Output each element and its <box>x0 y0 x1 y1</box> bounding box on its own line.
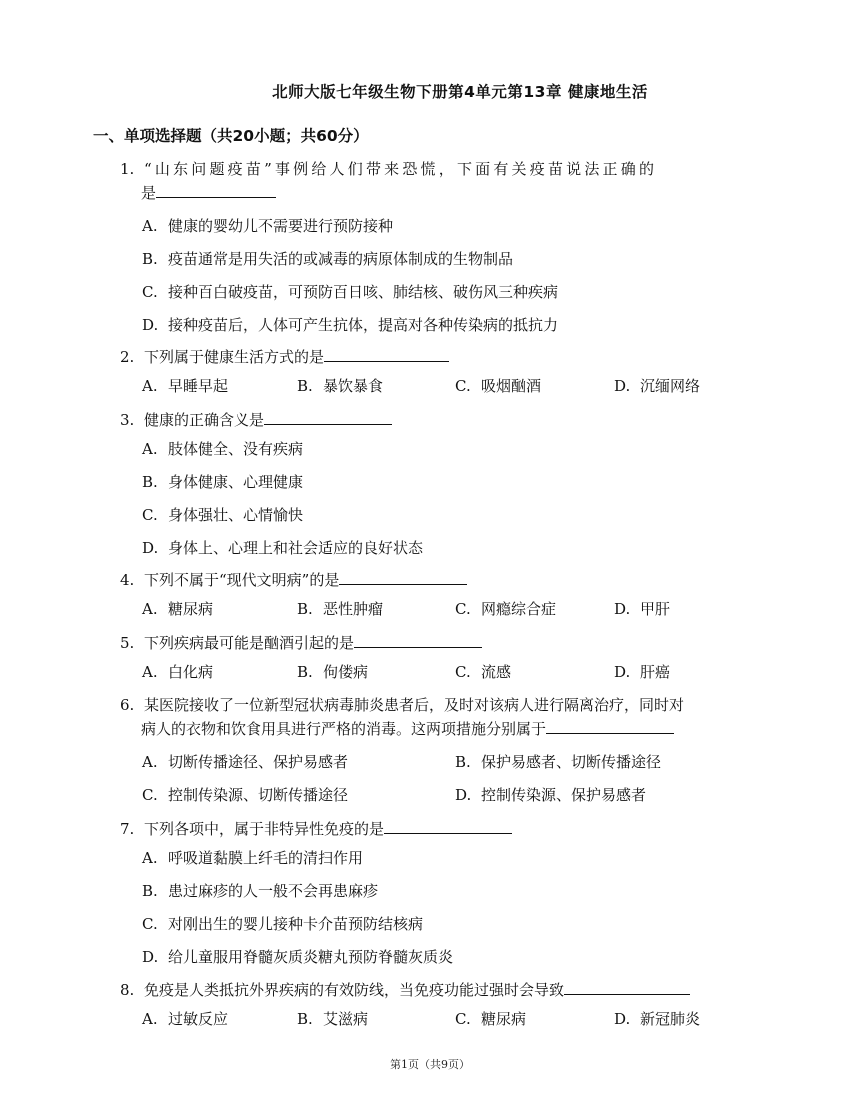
option-a[interactable]: A. 肢体健全、没有疾病 <box>142 440 304 458</box>
question-stem: 免疫是人类抵抗外界疾病的有效防线，当免疫功能过强时会导致 <box>144 981 565 999</box>
question-1 <box>120 157 765 205</box>
option-c[interactable]: C. 接种百白破疫苗，可预防百日咳、肺结核、破伤风三种疾病 <box>142 283 559 301</box>
option-a[interactable]: A. 白化病 <box>142 663 214 681</box>
answer-blank[interactable] <box>324 345 449 362</box>
option-b[interactable]: B. 艾滋病 <box>297 1010 369 1028</box>
option-a[interactable]: A. 呼吸道黏膜上纤毛的清扫作用 <box>142 849 364 867</box>
question-stem-cont: 病人的衣物和饮食用具进行严格的消毒。这两项措施分别属于 <box>141 720 547 738</box>
option-b[interactable]: B. 保护易感者、切断传播途径 <box>455 753 662 771</box>
answer-blank[interactable] <box>546 717 674 734</box>
option-d[interactable]: D. 新冠肺炎 <box>614 1010 701 1028</box>
option-b[interactable]: B. 恶性肿瘤 <box>297 600 384 618</box>
option-c[interactable]: C. 身体强壮、心情愉快 <box>142 506 304 524</box>
option-a[interactable]: A. 健康的婴幼儿不需要进行预防接种 <box>142 217 394 235</box>
question-3 <box>120 408 765 432</box>
question-number: 3. <box>120 411 135 429</box>
option-d[interactable]: D. 给儿童服用脊髓灰质炎糖丸预防脊髓灰质炎 <box>142 948 454 966</box>
answer-blank[interactable] <box>354 631 482 648</box>
option-a[interactable]: A. 过敏反应 <box>142 1010 229 1028</box>
page-title: 北师大版七年级生物下册第4单元第13章 健康地生活 <box>272 83 648 101</box>
question-number: 1. <box>120 160 135 178</box>
page-footer: 第1页（共9页） <box>390 1058 470 1071</box>
question-stem: 下列各项中，属于非特异性免疫的是 <box>144 820 385 838</box>
option-c[interactable]: C. 对刚出生的婴儿接种卡介苗预防结核病 <box>142 915 424 933</box>
answer-blank[interactable] <box>384 817 512 834</box>
option-b[interactable]: B. 佝偻病 <box>297 663 369 681</box>
question-stem: 下列属于健康生活方式的是 <box>144 348 325 366</box>
question-stem: 健康的正确含义是 <box>144 411 265 429</box>
question-stem: 下列疾病最可能是酗酒引起的是 <box>144 634 355 652</box>
option-d[interactable]: D. 沉缅网络 <box>614 377 701 395</box>
question-number: 6. <box>120 696 135 714</box>
option-d[interactable]: D. 接种疫苗后，人体可产生抗体，提高对各种传染病的抵抗力 <box>142 316 559 334</box>
section-heading: 一、单项选择题（共20小题；共60分） <box>93 127 369 145</box>
option-a[interactable]: A. 糖尿病 <box>142 600 214 618</box>
option-a[interactable]: A. 切断传播途径、保护易感者 <box>142 753 349 771</box>
question-stem-cont: 是 <box>141 184 157 202</box>
question-number: 5. <box>120 634 135 652</box>
question-number: 7. <box>120 820 135 838</box>
option-b[interactable]: B. 身体健康、心理健康 <box>142 473 304 491</box>
answer-blank[interactable] <box>156 181 276 198</box>
question-7 <box>120 817 765 841</box>
option-c[interactable]: C. 糖尿病 <box>455 1010 527 1028</box>
option-d[interactable]: D. 控制传染源、保护易感者 <box>455 786 647 804</box>
question-stem: 某医院接收了一位新型冠状病毒肺炎患者后，及时对该病人进行隔离治疗，同时对 <box>144 696 685 714</box>
question-6 <box>120 693 765 741</box>
answer-blank[interactable] <box>564 978 690 995</box>
option-b[interactable]: B. 暴饮暴食 <box>297 377 384 395</box>
option-a[interactable]: A. 早睡早起 <box>142 377 229 395</box>
question-number: 2. <box>120 348 135 366</box>
option-c[interactable]: C. 吸烟酗酒 <box>455 377 542 395</box>
question-stem: “山东问题疫苗”事例给人们带来恐慌，下面有关疫苗说法正确的 <box>144 160 658 178</box>
answer-blank[interactable] <box>264 408 392 425</box>
option-b[interactable]: B. 患过麻疹的人一般不会再患麻疹 <box>142 882 379 900</box>
option-b[interactable]: B. 疫苗通常是用失活的或减毒的病原体制成的生物制品 <box>142 250 514 268</box>
option-c[interactable]: C. 网瘾综合症 <box>455 600 557 618</box>
question-number: 4. <box>120 571 135 589</box>
question-number: 8. <box>120 981 135 999</box>
question-2 <box>120 345 765 369</box>
option-d[interactable]: D. 甲肝 <box>614 600 671 618</box>
question-8 <box>120 978 765 1002</box>
option-d[interactable]: D. 肝癌 <box>614 663 671 681</box>
option-c[interactable]: C. 流感 <box>455 663 512 681</box>
answer-blank[interactable] <box>339 568 467 585</box>
option-c[interactable]: C. 控制传染源、切断传播途径 <box>142 786 349 804</box>
question-4 <box>120 568 765 592</box>
option-d[interactable]: D. 身体上、心理上和社会适应的良好状态 <box>142 539 424 557</box>
question-5 <box>120 631 765 655</box>
question-stem: 下列不属于“现代文明病”的是 <box>144 571 340 589</box>
